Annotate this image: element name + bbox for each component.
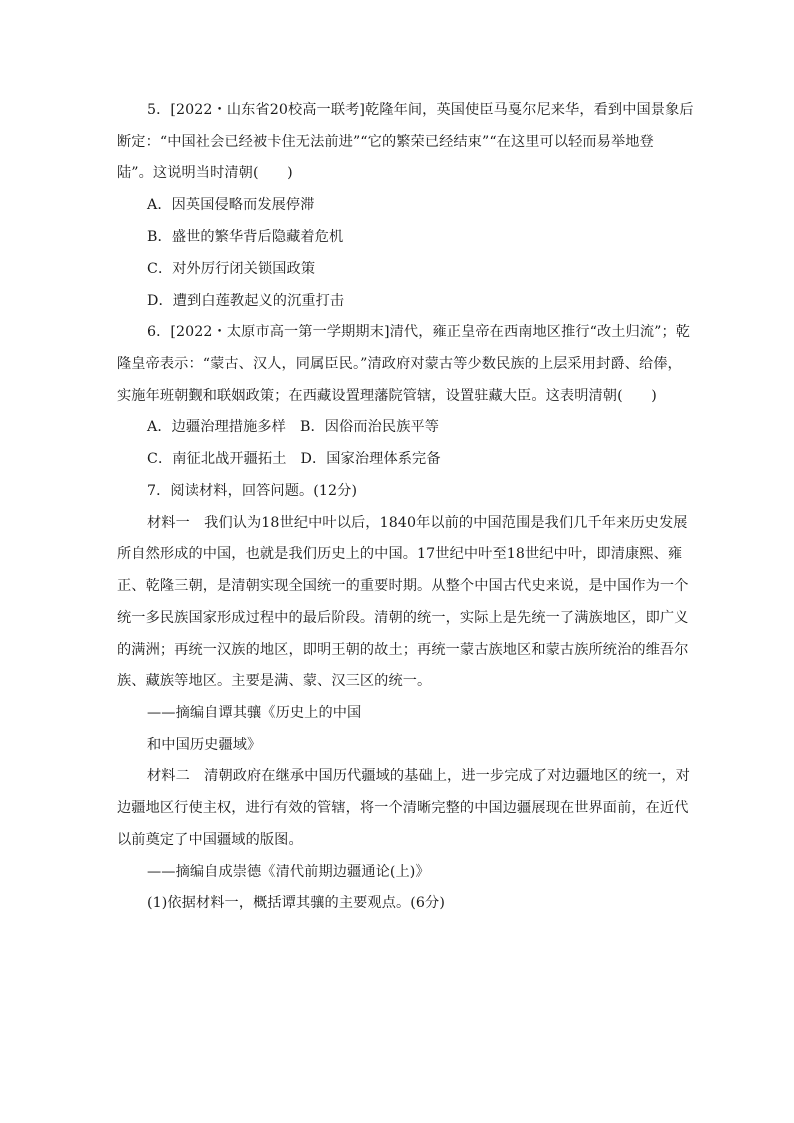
q7-material1-line-1: 材料一 我们认为18世纪中叶以后，1840年以前的中国范围是我们几千年来历史发展 [147,515,688,531]
q7-source2: ——摘编自成崇德《清代前期边疆通论(上)》 [147,864,430,880]
q7-material1-line-4: 统一多民族国家形成过程中的最后阶段。清朝的统一，实际上是先统一了满族地区，即广义 [117,610,689,626]
q7-heading: 7．阅读材料，回答问题。(12分) [147,483,358,499]
q5-option-a: A．因英国侵略而发展停滞 [147,197,315,213]
q6-options-row-1 [147,417,439,437]
q6-stem-line-1: 6．[2022・太原市高一第一学期期末]清代，雍正皇帝在西南地区推行“改土归流”；乾 [147,324,691,340]
q5-option-b: B．盛世的繁华背后隐藏着危机 [147,229,344,245]
q6-stem-line-2: 隆皇帝表示：“蒙古、汉人，同属臣民。”清政府对蒙古等少数民族的上层采用封爵、给俸， [117,356,682,372]
q5-option-d: D．遭到白莲教起义的沉重打击 [147,293,345,309]
q6-options-row-2 [147,449,441,469]
q6-option-c: C．南征北战开疆拓土 [147,451,287,467]
q7-material1-line-6: 族、藏族等地区。主要是满、蒙、汉三区的统一。 [117,673,432,689]
q6-option-d: D．国家治理体系完备 [300,451,441,467]
q7-material2-line-3: 以前奠定了中国疆域的版图。 [117,832,303,848]
q5-stem-line-2: 断定：“中国社会已经被卡住无法前进”“它的繁荣已经结束”“在这里可以轻而易举地登 [117,134,654,150]
q5-option-c: C．对外厉行闭关锁国政策 [147,261,316,277]
q7-material1-line-3: 正、乾隆三朝，是清朝实现全国统一的重要时期。从整个中国古代史来说，是中国作为一个 [117,578,689,594]
q7-source1-line-2: 和中国历史疆域》 [147,737,262,753]
q7-subquestion-1: (1)依据材料一，概括谭其骧的主要观点。(6分) [147,895,445,911]
q7-material2-line-2: 边疆地区行使主权，进行有效的管辖，将一个清晰完整的中国边疆展现在世界面前，在近代 [117,800,689,816]
q6-option-b: B．因俗而治民族平等 [299,419,440,435]
q7-material1-line-2: 所自然形成的中国，也就是我们历史上的中国。17世纪中叶至18世纪中叶，即清康熙、雍 [117,546,683,562]
q7-source1-line-1: ——摘编自谭其骧《历史上的中国 [147,705,362,721]
q6-stem-line-3: 实施年班朝觐和联姻政策；在西藏设置理藩院管辖，设置驻藏大臣。这表明清朝( ) [117,388,657,404]
q6-option-a: A．边疆治理措施多样 [147,419,286,435]
q7-material1-line-5: 的满洲；再统一汉族的地区，即明王朝的故土；再统一蒙古族地区和蒙古族所统治的维吾尔 [117,642,689,658]
q5-stem-line-1: 5．[2022・山东省20校高一联考]乾隆年间，英国使臣马戛尔尼来华，看到中国景象后 [147,102,694,118]
q7-material2-line-1: 材料二 清朝政府在继承中国历代疆域的基础上，进一步完成了对边疆地区的统一，对 [147,768,690,784]
q5-stem-line-3: 陆”。这说明当时清朝( ) [117,165,293,181]
